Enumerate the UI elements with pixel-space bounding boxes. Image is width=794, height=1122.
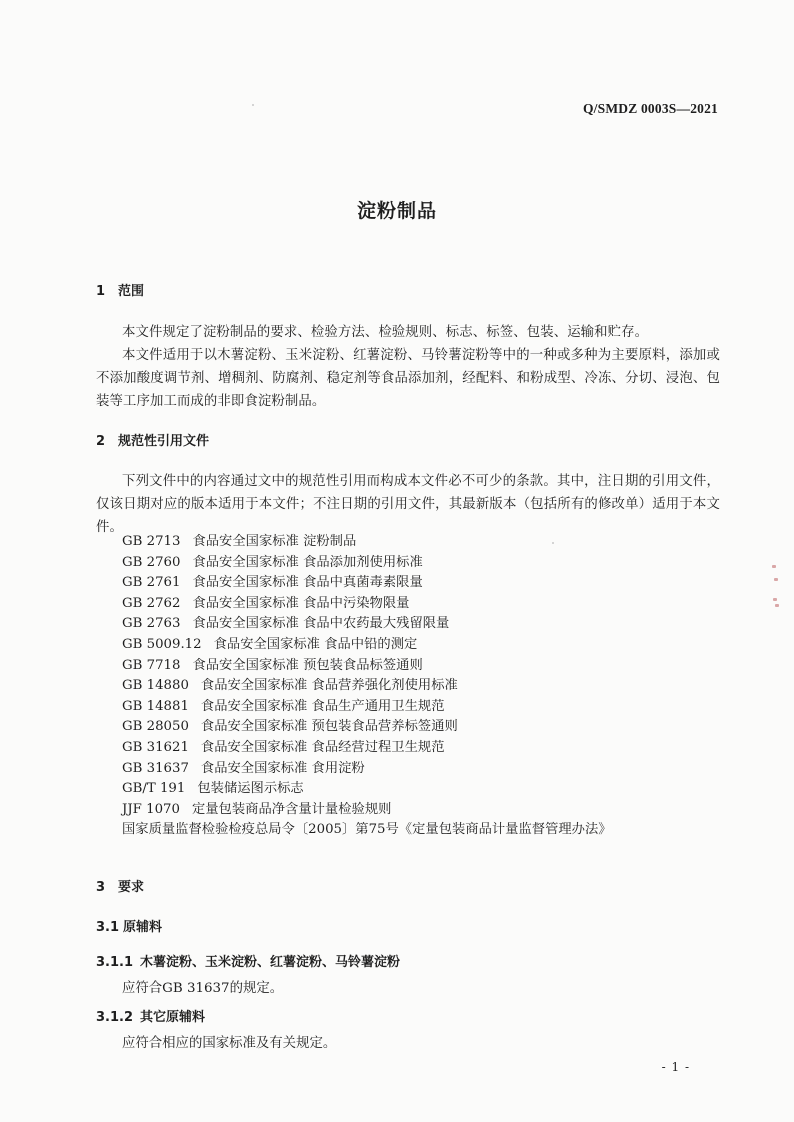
- reference-code: GB 7718: [122, 657, 181, 673]
- reference-code: GB 2713: [122, 534, 181, 549]
- reference-title: 食品安全国家标准 食品中真菌毒素限量: [192, 575, 423, 591]
- reference-title: 食品安全国家标准 淀粉制品: [192, 534, 357, 549]
- requirement-3-1-1-text: 应符合GB 31637的规定。: [122, 981, 284, 996]
- reference-title: 食品安全国家标准 食品中污染物限量: [192, 595, 410, 611]
- reference-item: [122, 697, 612, 718]
- section-number: 3.1.1: [96, 955, 134, 970]
- reference-item: [122, 717, 612, 738]
- section-number: 1: [96, 284, 106, 299]
- reference-list: [122, 532, 612, 841]
- scan-mark: [775, 604, 779, 607]
- reference-item: [122, 800, 612, 821]
- section-title: 范围: [118, 284, 145, 299]
- section-3-1-2-heading: [96, 1006, 205, 1025]
- section-number: 3: [96, 880, 106, 895]
- reference-code: GB 31621: [122, 739, 189, 755]
- reference-code: GB 2762: [122, 595, 181, 611]
- reference-item: [122, 738, 612, 759]
- reference-title: 食品安全国家标准 食用淀粉: [200, 760, 365, 776]
- reference-title: 食品安全国家标准 预包装食品标签通则: [192, 657, 423, 673]
- section-title: 规范性引用文件: [118, 434, 210, 449]
- reference-title: 食品安全国家标准 食品经营过程卫生规范: [200, 739, 445, 755]
- normative-intro: 下列文件中的内容通过文中的规范性引用而构成本文件必不可少的条款。其中，注日期的引用文件，仅该日期对应的版本适用于本文件；不注日期的引用文件，其最新版本（包括所有的修改单）适用于本文件。: [96, 474, 720, 535]
- reference-item: [122, 614, 612, 635]
- reference-code: JJF 1070: [122, 801, 180, 817]
- reference-code: GB 5009.12: [122, 636, 202, 652]
- scan-mark: [772, 565, 776, 568]
- section-number: 3.1.2: [96, 1010, 134, 1025]
- reference-item: [122, 759, 612, 780]
- section-title: 要求: [118, 880, 145, 895]
- standard-code: Q/SMDZ 0003S—2021: [582, 101, 718, 116]
- scan-mark: [773, 598, 777, 601]
- reference-title: 定量包装商品净含量计量检验规则: [191, 801, 392, 817]
- reference-item: [122, 779, 612, 800]
- section-2-heading: [96, 430, 209, 449]
- document-title: 淀粉制品: [356, 200, 437, 222]
- reference-code: GB 31637: [122, 760, 189, 776]
- scope-paragraph-2: 本文件适用于以木薯淀粉、玉米淀粉、红薯淀粉、马铃薯淀粉等中的一种或多种为主要原料，添加或不添加酸度调节剂、增稠剂、防腐剂、稳定剂等食品添加剂，经配料、和粉成型、冷冻、分切、浸泡、包装等工序加工而成的非即食淀粉制品。: [96, 348, 720, 409]
- section-3-1-heading: [96, 916, 162, 935]
- reference-code: GB 2761: [122, 575, 181, 591]
- section-title: 其它原辅料: [140, 1010, 206, 1025]
- reference-code: GB/T 191: [122, 781, 186, 797]
- section-1-heading: [96, 280, 144, 299]
- reference-title: 食品安全国家标准 食品营养强化剂使用标准: [200, 678, 458, 694]
- reference-title: 食品安全国家标准 食品生产通用卫生规范: [200, 698, 445, 714]
- reference-title: 食品安全国家标准 食品中铅的测定: [213, 636, 418, 652]
- reference-item: [122, 594, 612, 615]
- reference-item: [122, 553, 612, 574]
- page-number: - 1 -: [661, 1060, 690, 1074]
- reference-title: 包装储运图示标志: [197, 781, 304, 797]
- section-number: 2: [96, 434, 106, 449]
- reference-title: 食品安全国家标准 食品添加剂使用标准: [192, 554, 423, 570]
- scan-speck: [252, 104, 254, 106]
- reference-code: GB 28050: [122, 719, 189, 735]
- reference-code: GB 14880: [122, 678, 189, 694]
- reference-code: GB 14881: [122, 698, 189, 714]
- scan-speck: [552, 542, 554, 544]
- decree-reference: 国家质量监督检验检疫总局令〔2005〕第75号《定量包装商品计量监督管理办法》: [122, 822, 612, 838]
- reference-title: 食品安全国家标准 预包装食品营养标签通则: [200, 719, 458, 735]
- section-3-1-1-heading: [96, 951, 400, 970]
- section-title: 木薯淀粉、玉米淀粉、红薯淀粉、马铃薯淀粉: [140, 955, 401, 970]
- reference-item: [122, 676, 612, 697]
- reference-item: [122, 656, 612, 677]
- reference-code: GB 2763: [122, 616, 181, 632]
- section-title: 原辅料: [123, 920, 163, 935]
- section-3-heading: [96, 876, 144, 895]
- reference-title: 食品安全国家标准 食品中农药最大残留限量: [192, 616, 450, 632]
- reference-item: [122, 532, 612, 553]
- reference-item: [122, 635, 612, 656]
- scope-paragraph-1: 本文件规定了淀粉制品的要求、检验方法、检验规则、标志、标签、包装、运输和贮存。: [122, 325, 649, 340]
- requirement-3-1-2-text: 应符合相应的国家标准及有关规定。: [122, 1036, 337, 1051]
- reference-item: [122, 573, 612, 594]
- scan-mark: [774, 578, 778, 581]
- reference-code: GB 2760: [122, 554, 181, 570]
- section-number: 3.1: [96, 920, 120, 935]
